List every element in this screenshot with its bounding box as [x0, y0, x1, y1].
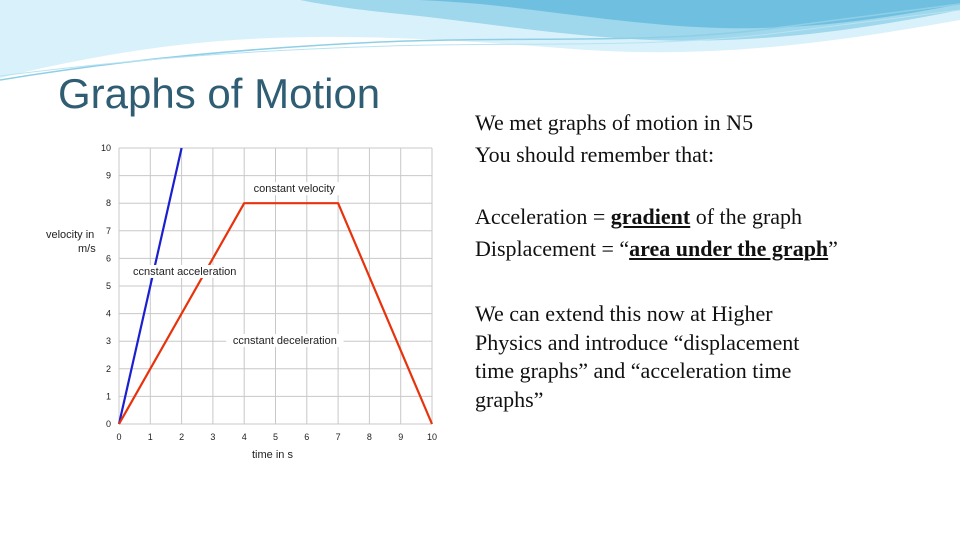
y-tick-label: 0 — [105, 419, 111, 429]
x-tick-label: 2 — [179, 432, 185, 442]
y-tick-label: 9 — [105, 170, 111, 181]
intro-line-1: We met graphs of motion in N5 — [475, 110, 754, 135]
displacement-line — [475, 238, 905, 260]
x-tick-label: 7 — [335, 432, 341, 442]
slide-text-body — [475, 112, 905, 414]
chart-annotations — [126, 182, 344, 347]
slide-title: Graphs of Motion — [58, 70, 381, 117]
displacement-emphasis: area under the graph — [629, 236, 829, 261]
x-tick-label: 10 — [426, 432, 438, 442]
y-tick-label: 7 — [105, 225, 111, 236]
y-tick-label: 8 — [105, 198, 111, 209]
chart-annotation: ccnstant deceleration — [232, 334, 337, 347]
y-tick-label: 2 — [105, 363, 111, 374]
x-tick-label: 0 — [116, 432, 122, 442]
y-tick-label: 5 — [105, 281, 111, 291]
displacement-suffix: ” — [828, 236, 838, 261]
x-tick-label: 4 — [241, 432, 247, 442]
x-tick-label: 3 — [210, 432, 216, 442]
chart-annotation: ccnstant acceleration — [133, 265, 237, 278]
acceleration-line — [475, 206, 905, 228]
y-tick-label: 10 — [100, 143, 111, 153]
chart-annotation: constant velocity — [253, 183, 335, 196]
extension-line-3: time graphs” and “acceleration time — [475, 358, 792, 384]
x-tick-label: 5 — [272, 432, 279, 442]
x-tick-label: 8 — [366, 432, 372, 442]
extension-line-2: Physics and introduce “displacement — [475, 329, 800, 355]
acceleration-emphasis: gradient — [610, 204, 691, 229]
acceleration-prefix: Acceleration = — [475, 204, 611, 229]
x-tick-label: 9 — [398, 432, 404, 442]
x-axis-label: time in s — [252, 449, 293, 461]
velocity-time-chart — [44, 138, 444, 462]
y-tick-label: 1 — [105, 391, 111, 402]
acceleration-suffix: of the graph — [690, 204, 803, 229]
y-axis-label-line2: m/s — [78, 243, 96, 255]
y-tick-label: 4 — [105, 308, 111, 319]
extension-line-4: graphs” — [475, 386, 544, 412]
x-tick-label: 6 — [304, 432, 310, 442]
extension-line-1: We can extend this now at Higher — [475, 301, 773, 326]
chart-svg — [44, 138, 444, 462]
y-tick-label: 3 — [105, 336, 111, 347]
displacement-prefix: Displacement = “ — [475, 236, 630, 261]
x-tick-label: 1 — [147, 432, 153, 442]
y-axis-label-line1: velocity in — [46, 229, 95, 241]
y-tick-label: 6 — [105, 253, 111, 264]
intro-line-2: You should remember that: — [475, 142, 715, 167]
